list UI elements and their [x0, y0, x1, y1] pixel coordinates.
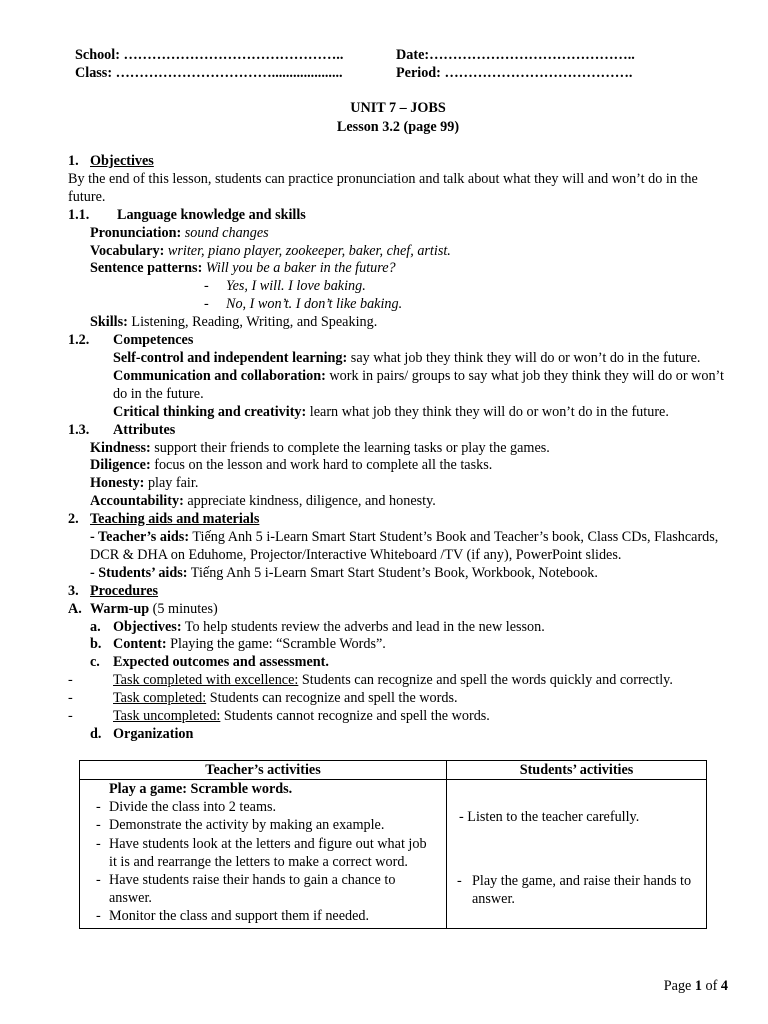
label: Task uncompleted: — [113, 708, 221, 725]
lesson-title: Lesson 3.2 (page 99) — [336, 119, 460, 135]
answer-yes-line — [68, 278, 732, 296]
label: Critical thinking and creativity: — [113, 403, 307, 420]
students-aids — [68, 565, 732, 583]
school-field: School: ……………………………………….. — [75, 47, 344, 63]
list-item — [80, 816, 446, 834]
section-number: 2. — [68, 511, 79, 528]
label: Honesty: — [90, 475, 145, 492]
value: Play the game, and raise their hands to answer. — [472, 873, 692, 908]
section-number: 1. — [68, 153, 79, 169]
teacher-activity-text: Have students look at the letters and figure out what job it is and rearrange the letters to make a correct word. — [109, 835, 427, 870]
activities-table — [79, 760, 707, 929]
subsection-title: Competences — [113, 332, 194, 349]
period-field: Period: …………………………………. — [396, 65, 633, 81]
subsection-title: Language knowledge and skills — [117, 206, 306, 223]
value: Yes, I will. I love baking. — [226, 278, 366, 295]
outcome-uncompleted — [68, 708, 732, 726]
section-title: Procedures — [90, 582, 159, 599]
label: - Teacher’s aids: — [90, 529, 190, 546]
section-title: Objectives — [90, 153, 154, 169]
game-title: Play a game: Scramble words. — [109, 781, 293, 797]
value: Tiếng Anh 5 i-Learn Smart Start Student’s Book and Teacher’s book, Class CDs, Flashcards, DCR & DHA on Eduhome, Projector/Interactive Whiteboard /TV (if any), PowerPoint slides. — [90, 529, 719, 563]
subsection-language-heading — [68, 207, 732, 225]
bullet-dash: - — [457, 873, 462, 890]
value: play fair. — [147, 475, 199, 492]
item-letter: d. — [90, 726, 102, 742]
attribute-accountability — [68, 493, 732, 511]
label: Vocabulary: — [90, 242, 165, 259]
bullet-dash: - — [68, 708, 73, 725]
teacher-activity-text: Divide the class into 2 teams. — [109, 799, 277, 816]
label: Accountability: — [90, 493, 184, 510]
teacher-activities-header: Teacher’s activities — [80, 761, 447, 780]
bullet-dash: - — [68, 690, 73, 707]
list-item — [80, 835, 446, 871]
value: learn what job they think they will do or won’t do in the future. — [309, 403, 669, 420]
subsection-attributes-heading — [68, 422, 732, 440]
bullet-dash: - — [96, 817, 101, 834]
value: Playing the game: “Scramble Words”. — [170, 636, 386, 653]
label: Pronunciation: — [90, 224, 182, 241]
current-page: 1 — [694, 978, 702, 994]
unit-title: UNIT 7 – JOBS — [350, 100, 446, 116]
attribute-diligence — [68, 457, 732, 475]
list-item — [80, 871, 446, 907]
stage-letter: A. — [68, 600, 82, 617]
label: Organization — [113, 726, 194, 742]
list-item — [80, 907, 446, 925]
spacer — [447, 780, 706, 798]
label: Kindness: — [90, 439, 151, 456]
label: Objectives: — [113, 618, 182, 635]
value: Tiếng Anh 5 i-Learn Smart Start Student’s Book, Workbook, Notebook. — [190, 564, 598, 581]
label: Communication and collaboration: — [113, 367, 326, 384]
students-activities-cell — [447, 780, 707, 929]
attribute-honesty — [68, 475, 732, 493]
stage-time: (5 minutes) — [152, 600, 218, 617]
bullet-dash: - — [96, 835, 101, 852]
teacher-activities-cell — [80, 780, 447, 929]
subsection-number: 1.1. — [68, 206, 90, 223]
sentence-patterns-line — [68, 260, 732, 278]
answer-no-line — [68, 296, 732, 314]
subsection-competences-heading — [68, 332, 732, 350]
competence-communication — [68, 368, 732, 404]
label: Skills: — [90, 314, 128, 331]
subsection-number: 1.3. — [68, 421, 90, 438]
objectives-intro: By the end of this lesson, students can practice pronunciation and talk about what they will and won’t do in the future. — [68, 170, 698, 205]
outcome-excellence — [68, 672, 732, 690]
student-activity-listen: - Listen to the teacher carefully. — [459, 809, 640, 825]
warm-up-heading — [68, 601, 732, 619]
warm-up-expected-outcomes — [68, 654, 732, 672]
value: appreciate kindness, diligence, and honesty. — [187, 493, 436, 510]
value: To help students review the adverbs and lead in the new lesson. — [184, 618, 545, 635]
teacher-activity-text: Have students raise their hands to gain a chance to answer. — [109, 872, 396, 907]
section-procedures-heading — [68, 583, 732, 601]
warm-up-content — [68, 636, 732, 654]
pronunciation-line — [68, 225, 732, 243]
competence-self-control — [68, 350, 732, 368]
value: Will you be a baker in the future? — [205, 260, 396, 277]
value: focus on the lesson and work hard to complete all the tasks. — [154, 457, 493, 474]
subsection-number: 1.2. — [68, 332, 90, 349]
lesson-body — [68, 153, 732, 744]
label: Task completed with excellence: — [113, 672, 299, 689]
skills-line — [68, 314, 732, 332]
value: say what job they think they will do or won’t do in the future. — [350, 349, 701, 366]
label: Sentence patterns: — [90, 260, 203, 277]
competence-critical-thinking — [68, 404, 732, 422]
item-letter: c. — [90, 654, 100, 671]
bullet-dash: - — [204, 296, 209, 313]
label: Self-control and independent learning: — [113, 349, 348, 366]
vocabulary-line — [68, 243, 732, 261]
label: Content: — [113, 636, 167, 653]
label: Expected outcomes and assessment. — [113, 654, 329, 671]
value: sound changes — [184, 224, 269, 241]
teacher-activity-text: Monitor the class and support them if needed. — [109, 908, 370, 925]
item-letter: a. — [90, 618, 101, 635]
value: Listening, Reading, Writing, and Speaking. — [131, 314, 378, 331]
teacher-activity-text: Demonstrate the activity by making an example. — [109, 817, 385, 834]
bullet-dash: - — [96, 799, 101, 816]
label: - Students’ aids: — [90, 564, 188, 581]
page-number — [664, 978, 728, 995]
label: Diligence: — [90, 457, 151, 474]
warm-up-organization — [68, 726, 732, 744]
date-field: Date:…………………………………….. — [396, 47, 635, 63]
total-pages: 4 — [720, 978, 728, 994]
value: Students cannot recognize and spell the words. — [223, 708, 490, 725]
value: Students can recognize and spell the words quickly and correctly. — [301, 672, 673, 689]
table-header-row — [80, 761, 707, 780]
bullet-dash: - — [68, 672, 73, 689]
value: support their friends to complete the learning tasks or play the games. — [154, 439, 550, 456]
section-number: 3. — [68, 582, 79, 599]
of-label: of — [705, 978, 718, 994]
bullet-dash: - — [96, 908, 101, 925]
outcome-completed — [68, 690, 732, 708]
label: Task completed: — [113, 690, 207, 707]
item-letter: b. — [90, 636, 102, 653]
value: No, I won’t. I don’t like baking. — [226, 296, 403, 313]
section-title: Teaching aids and materials — [90, 511, 260, 528]
section-teaching-aids-heading — [68, 511, 732, 529]
attribute-kindness — [68, 440, 732, 458]
bullet-dash: - — [96, 872, 101, 889]
page-label: Page — [663, 978, 692, 994]
list-item — [80, 798, 446, 816]
table-row — [80, 780, 707, 929]
warm-up-objectives — [68, 619, 732, 637]
class-field: Class: …………………………….................... — [75, 65, 343, 81]
bullet-dash: - — [204, 278, 209, 295]
teachers-aids — [68, 529, 732, 565]
student-activity-play — [447, 872, 706, 908]
stage-title: Warm-up — [90, 600, 150, 617]
value: Students can recognize and spell the words. — [209, 690, 458, 707]
teacher-activities-list — [80, 798, 446, 925]
section-objectives-heading — [68, 153, 732, 171]
subsection-title: Attributes — [113, 421, 176, 438]
value: writer, piano player, zookeeper, baker, chef, artist. — [167, 242, 451, 259]
value: work in pairs/ groups to say what job they think they will do or won’t do in the future. — [113, 367, 724, 402]
students-activities-header: Students’ activities — [447, 761, 707, 780]
